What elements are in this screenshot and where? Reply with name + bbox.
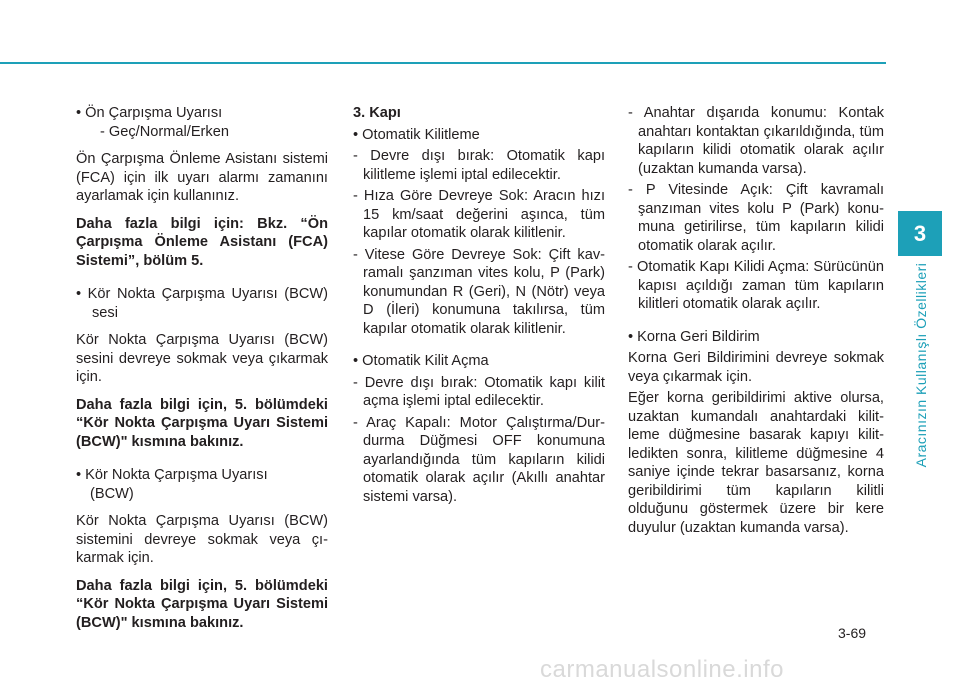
auto-lock-bullet: • Otomatik Kilitleme: [353, 126, 480, 143]
auto-unlock-item: - Araç Kapalı: Motor Çalıştırma/Durdurma Düğmesi OFF konumuna ayarlandığında tüm kapıların kilidi otomatik olarak açılır (Akıllı anahtar sistemi varsa).: [353, 414, 605, 505]
fca-option: - Geç/Normal/Erken: [100, 123, 229, 140]
bcw-bullet-cont: (BCW): [90, 485, 134, 502]
auto-lock-item: - Hıza Göre Devreye Sok: Aracın hızı 15 km/saat değerini aşınca, tüm kapılar otomatik olarak kilitlenir.: [353, 188, 605, 241]
chapter-tab: [898, 211, 942, 256]
chapter-title: [909, 255, 933, 475]
chapter-title-text: Aracınızın Kullanışlı Özellikleri: [913, 262, 929, 468]
column-1: [76, 104, 328, 641]
auto-lock-item: - Devre dışı bırak: Otomatik kapı kilitleme işlemi iptal edilecektir.: [353, 148, 605, 183]
bcw-sound-bullet: • Kör Nokta Çarpışma Uyarısı (BCW) sesi: [76, 286, 328, 321]
auto-lock-item: - Vitese Göre Devreye Sok: Çift kavramalı şanzıman vites kolu, P (Park) konumundan R (Geri), N (Nötr) veya D (İleri) konumuna takılırsa, tüm kapılar otomatik olarak kilitlenir.: [353, 246, 605, 337]
bcw-bullet: • Kör Nokta Çarpışma Uyarısı: [76, 467, 268, 483]
page-number: 3-69: [838, 625, 867, 641]
watermark: carmanualsonline.info: [540, 656, 784, 683]
bcw-sound-description: Kör Nokta Çarpışma Uyarısı (BCW) sesini devreye sokmak veya çıkarmak için.: [76, 332, 328, 385]
section-heading: 3. Kapı: [353, 105, 401, 121]
unlock-item: - Anahtar dışarıda konumu: Kontak anahtarı kontaktan çıkarıldığında, tüm kapıların kilidi otomatik olarak açılır (uzaktan kumanda varsa).: [628, 105, 884, 177]
horn-detail: Eğer korna geribildirimi aktive olursa, uzaktan kumandalı anahtardaki kilitleme düğmesine basarak kapıyı kilitledikten sonra, kilitleme düğmesine 4 saniye içinde tekrar basarsanız, korna geribildirimi tüm kapıların kilitli olduğunu göstermek üzere bir kere duyulur (uzaktan kumanda varsa).: [628, 390, 884, 536]
horn-bullet: • Korna Geri Bildirim: [628, 328, 760, 345]
column-2: [353, 104, 605, 506]
chapter-number: 3: [913, 221, 927, 246]
fca-bullet: • Ön Çarpışma Uyarısı: [76, 105, 223, 121]
bcw-sound-reference: Daha fazla bilgi için, 5. bölümdeki “Kör Nokta Çarpışma Uyarı Sistemi (BCW)" kısmına bakınız.: [76, 396, 328, 450]
auto-unlock-bullet: • Otomatik Kilit Açma: [353, 353, 489, 369]
auto-unlock-item: - Devre dışı bırak: Otomatik kapı kilit açma işlemi iptal edilecektir.: [353, 374, 605, 409]
unlock-item: - Otomatik Kapı Kilidi Açma: Sürücünün kapısı açıldığı zaman tüm kapıların kilitleri otomatik olarak açılır.: [628, 259, 884, 312]
bcw-description: Kör Nokta Çarpışma Uyarısı (BCW) sistemini devreye sokmak veya çıkarmak için.: [76, 513, 328, 566]
horn-description: Korna Geri Bildirimini devreye sokmak veya çıkarmak için.: [628, 350, 884, 385]
top-rule: [0, 62, 886, 64]
fca-description: Ön Çarpışma Önleme Asistanı sistemi (FCA) için ilk uyarı alarmı zamanını ayarlamak için kullanınız.: [76, 151, 328, 204]
unlock-item: - P Vitesinde Açık: Çift kavramalı şanzıman vites kolu P (Park) konumuna getirilirse, tüm kapıların kilidi otomatik olarak açılır.: [628, 182, 884, 254]
bcw-reference: Daha fazla bilgi için, 5. bölümdeki “Kör Nokta Çarpışma Uyarı Sistemi (BCW)" kısmına bakınız.: [76, 577, 328, 631]
fca-reference: Daha fazla bilgi için: Bkz. “Ön Çarpışma Önleme Asistanı (FCA) Sistemi”, bölüm 5.: [76, 215, 328, 269]
column-3: [628, 104, 884, 546]
